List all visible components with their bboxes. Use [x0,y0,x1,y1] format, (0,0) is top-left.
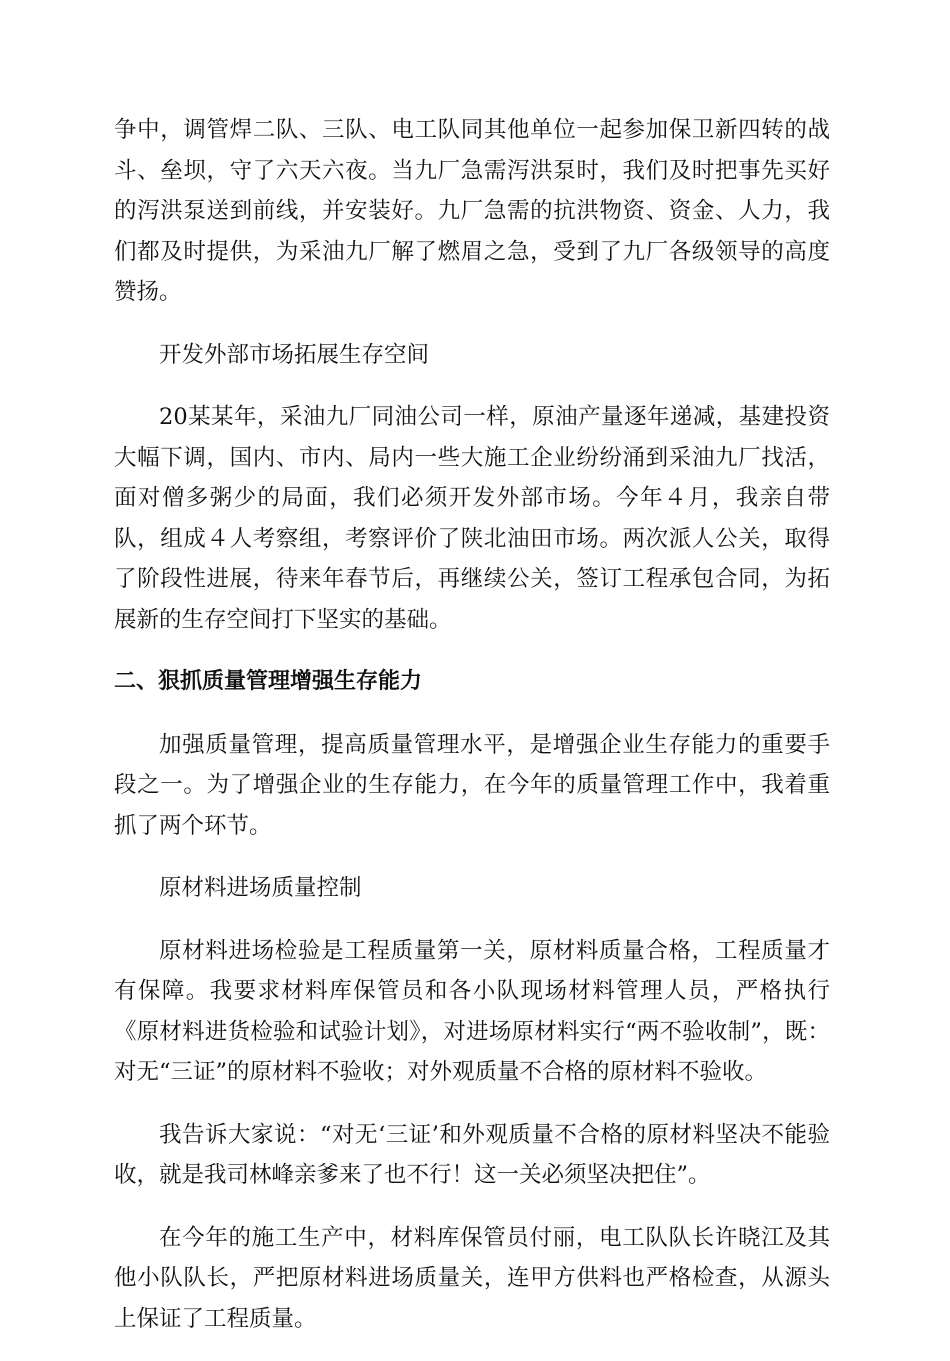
document-page [114,110,830,1361]
subheading-material-control: 原材料进场质量控制 [159,875,362,901]
paragraph-construction: 在今年的施工生产中，材料库保管员付丽，电工队队长许晓江及其他小队队长，严把原材料进场质量关，连甲方供料也严格检查，从源头上保证了工程质量。 [114,1224,830,1332]
section-heading-quality: 二、狠抓质量管理增强生存能力 [114,669,423,694]
paragraph-quality-intro: 加强质量管理，提高质量管理水平，是增强企业生存能力的重要手段之一。为了增强企业的生存能力，在今年的质量管理工作中，我着重抓了两个环节。 [114,731,830,839]
paragraph-quote: 我告诉大家说：“对无‘三证’和外观质量不合格的原材料坚决不能验收，就是我司林峰亲爹来了也不行！这一关必须坚决把住”。 [114,1121,830,1188]
subheading-external-market: 开发外部市场拓展生存空间 [159,341,430,368]
paragraph-flood-support: 争中，调管焊二队、三队、电工队同其他单位一起参加保卫新四转的战斗、垒坝，守了六天六夜。当九厂急需泻洪泵时，我们及时把事先买好的泻洪泵送到前线，并安装好。九厂急需的抗洪物资、资金、人力，我们都及时提供，为采油九厂解了燃眉之急，受到了九厂各级领导的高度赞扬。 [114,117,830,305]
paragraph-material-inspection: 原材料进场检验是工程质量第一关，原材料质量合格，工程质量才有保障。我要求材料库保管员和各小队现场材料管理人员，严格执行《原材料进货检验和试验计划》，对进场原材料实行“两不验收制”，既：对无“三证”的原材料不验收；对外观质量不合格的原材料不验收。 [114,937,830,1085]
paragraph-external-market: 20某某年，采油九厂同油公司一样，原油产量逐年递减，基建投资大幅下调，国内、市内、局内一些大施工企业纷纷涌到采油九厂找活，面对僧多粥少的局面，我们必须开发外部市场。今年４月，我亲自带队，组成４人考察组，考察评价了陕北油田市场。两次派人公关，取得了阶段性进展，待来年春节后，再继续公关，签订工程承包合同，为拓展新的生存空间打下坚实的基础。 [114,404,830,633]
